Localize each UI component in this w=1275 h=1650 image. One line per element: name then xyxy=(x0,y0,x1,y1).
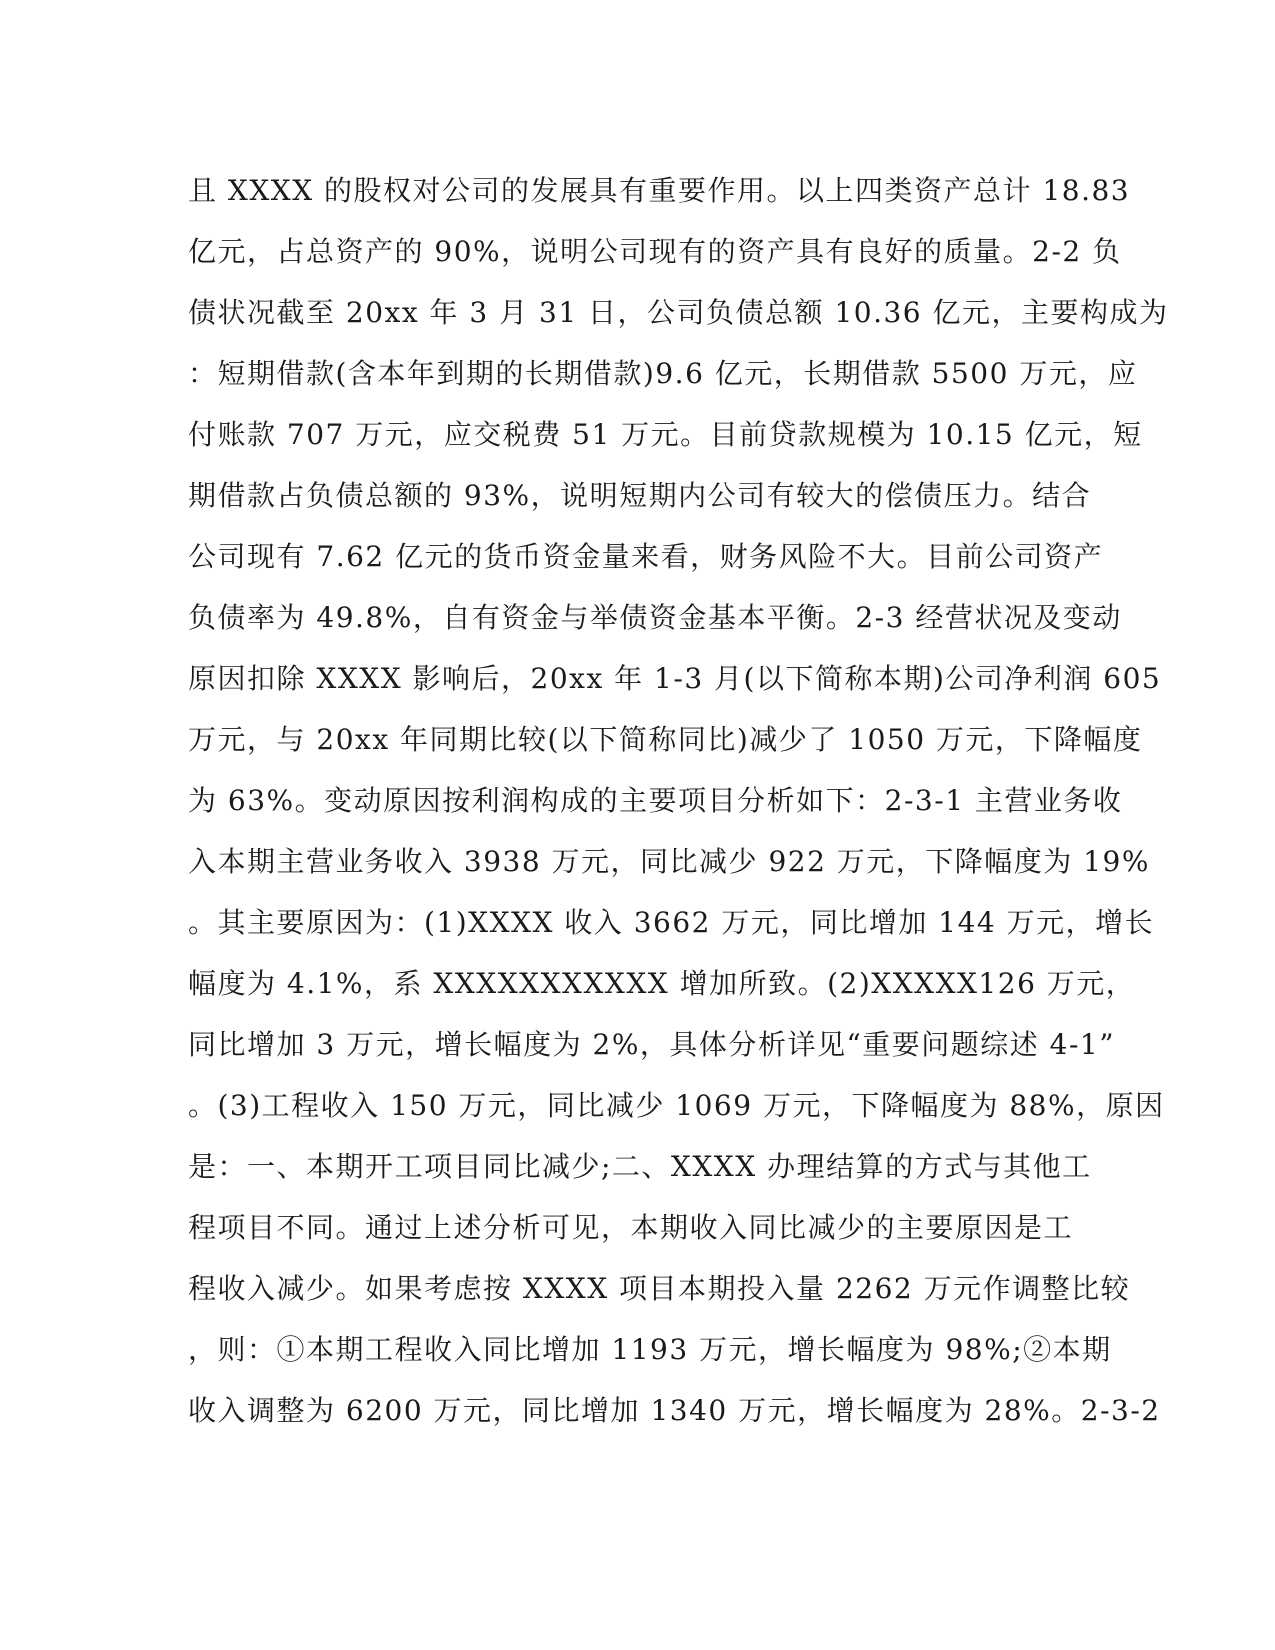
text-line: 期借款占负债总额的 93%，说明短期内公司有较大的偿债压力。结合 xyxy=(188,479,1092,512)
text-line: 是：一、本期开工项目同比减少;二、XXXX 办理结算的方式与其他工 xyxy=(188,1150,1092,1183)
text-line: 亿元，占总资产的 90%，说明公司现有的资产具有良好的质量。2-2 负 xyxy=(188,235,1122,268)
text-line: 。其主要原因为：(1)XXXX 收入 3662 万元，同比增加 144 万元，增长 xyxy=(188,906,1155,939)
text-line: 原因扣除 XXXX 影响后，20xx 年 1-3 月(以下简称本期)公司净利润 605 xyxy=(188,662,1162,695)
text-line: 负债率为 49.8%，自有资金与举债资金基本平衡。2-3 经营状况及变动 xyxy=(188,601,1122,634)
text-line: 且 XXXX 的股权对公司的发展具有重要作用。以上四类资产总计 18.83 xyxy=(188,174,1131,207)
text-line: ：短期借款(含本年到期的长期借款)9.6 亿元，长期借款 5500 万元，应 xyxy=(188,357,1138,390)
text-line: 幅度为 4.1%，系 XXXXXXXXXXX 增加所致。(2)XXXXX126 万元， xyxy=(188,967,1136,1000)
text-line: 程项目不同。通过上述分析可见，本期收入同比减少的主要原因是工 xyxy=(188,1211,1074,1244)
text-line: 程收入减少。如果考虑按 XXXX 项目本期投入量 2262 万元作调整比较 xyxy=(188,1272,1131,1305)
text-line: 收入调整为 6200 万元，同比增加 1340 万元，增长幅度为 28%。2-3-2 xyxy=(188,1394,1161,1427)
text-line: 万元，与 20xx 年同期比较(以下简称同比)减少了 1050 万元，下降幅度 xyxy=(188,723,1143,756)
text-line: 公司现有 7.62 亿元的货币资金量来看，财务风险不大。目前公司资产 xyxy=(188,540,1104,573)
text-line: 债状况截至 20xx 年 3 月 31 日，公司负债总额 10.36 亿元，主要构成为 xyxy=(188,296,1169,329)
text-line: 付账款 707 万元，应交税费 51 万元。目前贷款规模为 10.15 亿元，短 xyxy=(188,418,1143,451)
text-line: 同比增加 3 万元，增长幅度为 2%，具体分析详见“重要问题综述 4-1” xyxy=(188,1028,1116,1061)
text-line: 。(3)工程收入 150 万元，同比减少 1069 万元，下降幅度为 88%，原因 xyxy=(188,1089,1165,1122)
text-line: 入本期主营业务收入 3938 万元，同比减少 922 万元，下降幅度为 19% xyxy=(188,845,1150,878)
text-line: ，则：①本期工程收入同比增加 1193 万元，增长幅度为 98%;②本期 xyxy=(188,1333,1112,1366)
body-text xyxy=(188,160,1169,1441)
text-line: 为 63%。变动原因按利润构成的主要项目分析如下：2-3-1 主营业务收 xyxy=(188,784,1123,817)
